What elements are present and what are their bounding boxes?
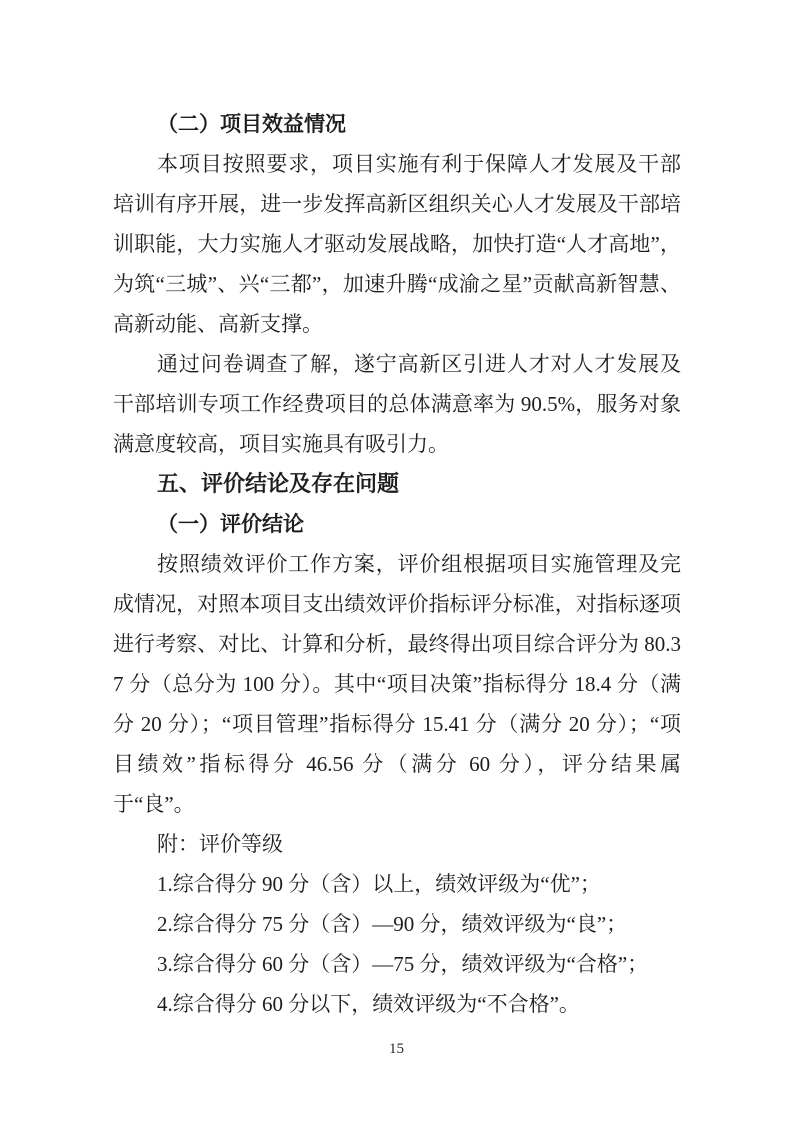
- section-heading-conclusion: 五、评价结论及存在问题: [157, 471, 400, 496]
- subsection-heading-evaluation-conclusion: （一）评价结论: [157, 512, 304, 536]
- rating-list-item-good: 2.综合得分 75 分（含）—90 分，绩效评级为“良”；: [157, 912, 628, 936]
- paragraph-scoring-result: 按照绩效评价工作方案，评价组根据项目实施管理及完成情况，对照本项目支出绩效评价指标评分标准，对指标逐项进行考察、对比、计算和分析，最终得出项目综合评分为 80.37 分（总分为 100 分）。其中“项目决策”指标得分 18.4 分（满分 20 分）；“项目管理”指标得分 15.41 分（满分 20 分）；“项目绩效”指标得分 46.56 分（满分 60 分），评分结果属于“良”。: [113, 552, 681, 816]
- page-number: 15: [389, 1041, 404, 1057]
- attachment-label-rating-scale: 附：评价等级: [157, 832, 283, 856]
- paragraph-satisfaction-survey: 通过问卷调查了解，遂宁高新区引进人才对人才发展及干部培训专项工作经费项目的总体满意率为 90.5%，服务对象满意度较高，项目实施具有吸引力。: [113, 352, 681, 456]
- rating-list-item-qualified: 3.综合得分 60 分（含）—75 分，绩效评级为“合格”；: [157, 952, 649, 976]
- paragraph-benefit-overview: 本项目按照要求，项目实施有利于保障人才发展及干部培训有序开展，进一步发挥高新区组织关心人才发展及干部培训职能，大力实施人才驱动发展战略，加快打造“人才高地”，为筑“三城”、兴“三都”，加速升腾“成渝之星”贡献高新智慧、高新动能、高新支撑。: [113, 152, 681, 336]
- subsection-heading-project-benefit: （二）项目效益情况: [157, 112, 346, 136]
- document-content: [113, 104, 681, 1024]
- rating-list-item-excellent: 1.综合得分 90 分（含）以上，绩效评级为“优”；: [157, 872, 601, 896]
- rating-list-item-unqualified: 4.综合得分 60 分以下，绩效评级为“不合格”。: [157, 992, 580, 1016]
